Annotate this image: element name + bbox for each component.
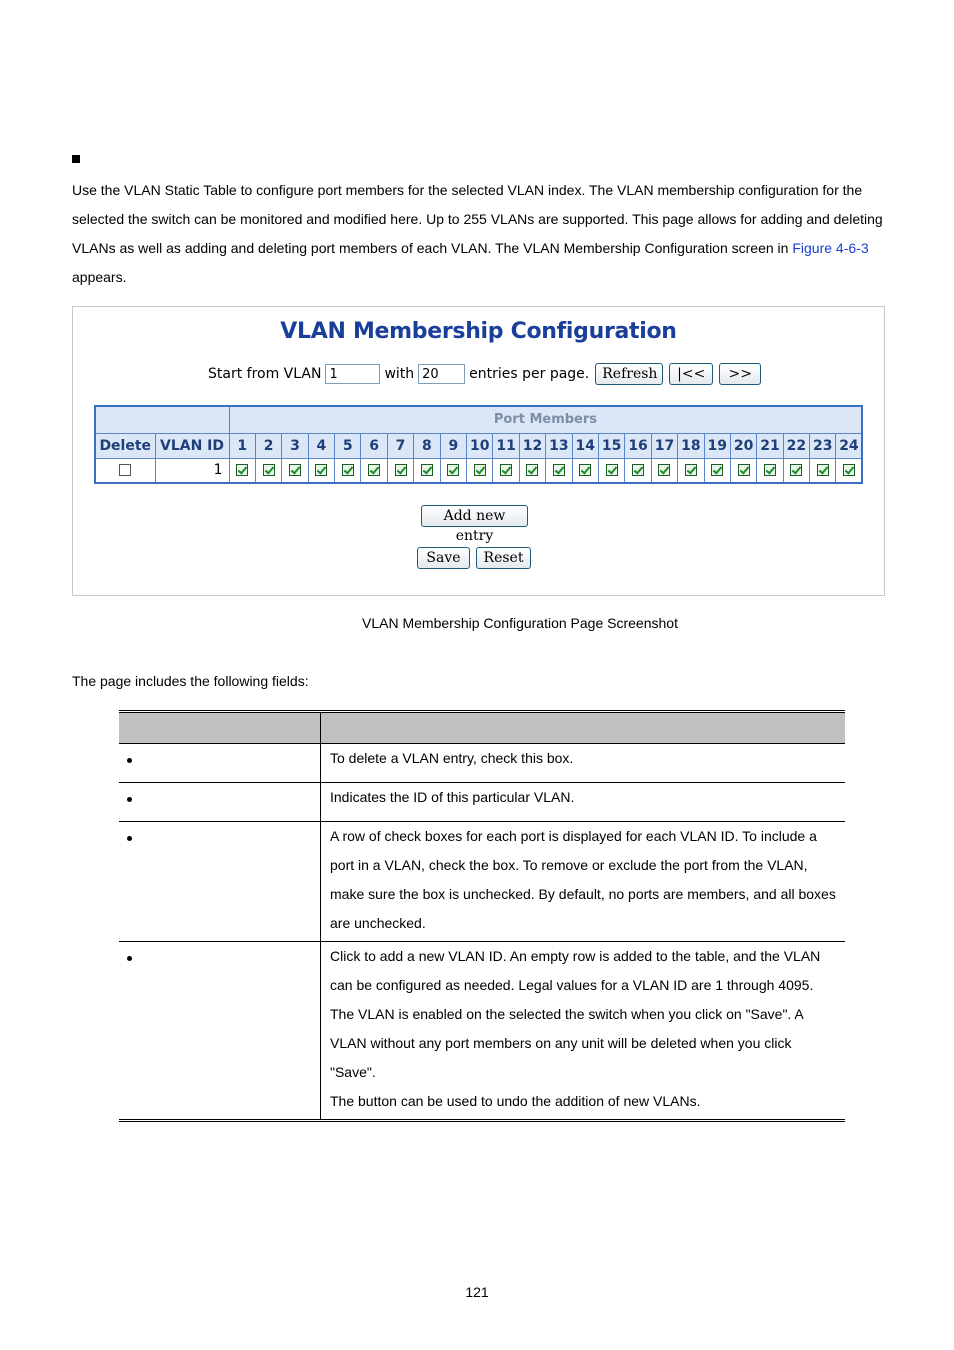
port-header-19: 19	[704, 433, 730, 458]
port-member-checkbox[interactable]	[579, 464, 591, 476]
port-member-checkbox[interactable]	[843, 464, 855, 476]
delete-cell	[95, 458, 155, 483]
figure-link[interactable]: Figure 4-6-3	[792, 240, 869, 256]
bullet-icon	[127, 797, 132, 802]
save-button[interactable]: Save	[417, 547, 470, 569]
paging-controls	[204, 362, 761, 386]
port-member-checkbox[interactable]	[289, 464, 301, 476]
port-header-10: 10	[467, 433, 493, 458]
port-header-6: 6	[361, 433, 387, 458]
table-row	[119, 744, 845, 783]
port-header-20: 20	[730, 433, 756, 458]
port-member-cell	[467, 458, 493, 483]
table-row	[95, 458, 862, 483]
port-member-cell	[598, 458, 624, 483]
delete-header: Delete	[95, 433, 155, 458]
port-member-cell	[255, 458, 281, 483]
fields-header-row	[119, 712, 845, 744]
port-header-18: 18	[678, 433, 704, 458]
port-header-11: 11	[493, 433, 519, 458]
port-member-cell	[730, 458, 756, 483]
with-label: with	[384, 366, 415, 382]
port-member-checkbox[interactable]	[263, 464, 275, 476]
port-member-cell	[678, 458, 704, 483]
fields-table	[119, 710, 845, 1122]
delete-checkbox[interactable]	[119, 464, 131, 476]
port-member-cell	[361, 458, 387, 483]
port-member-checkbox[interactable]	[606, 464, 618, 476]
screenshot-frame	[72, 306, 885, 596]
port-header-24: 24	[836, 433, 862, 458]
port-member-checkbox[interactable]	[790, 464, 802, 476]
port-header-9: 9	[440, 433, 466, 458]
reset-button[interactable]: Reset	[476, 547, 531, 569]
intro-text: Use the VLAN Static Table to configure port members for the selected VLAN index. The VLAN membership configuration for the selected the switch can be monitored and modified here. Up to 255 VLANs are supported. This page allows for adding and deleting VLANs as well as adding and deleting port members of each VLAN. The VLAN Membership Configuration screen in	[72, 182, 883, 256]
port-member-cell	[282, 458, 308, 483]
port-member-checkbox[interactable]	[658, 464, 670, 476]
port-member-cell	[546, 458, 572, 483]
port-header-12: 12	[519, 433, 545, 458]
port-member-cell	[783, 458, 809, 483]
port-member-cell	[335, 458, 361, 483]
port-header-21: 21	[757, 433, 783, 458]
entries-label: entries per page.	[469, 366, 590, 382]
port-member-cell	[387, 458, 413, 483]
figure-caption: VLAN Membership Configuration Page Screenshot	[362, 615, 678, 631]
field-description-cell	[321, 942, 846, 1121]
refresh-button[interactable]: Refresh	[595, 363, 663, 385]
port-member-checkbox[interactable]	[711, 464, 723, 476]
port-member-checkbox[interactable]	[632, 464, 644, 476]
header-spacer	[95, 406, 229, 433]
port-header-22: 22	[783, 433, 809, 458]
port-member-checkbox[interactable]	[447, 464, 459, 476]
next-page-button[interactable]: >>	[719, 363, 761, 385]
port-member-checkbox[interactable]	[421, 464, 433, 476]
bullet-icon	[127, 836, 132, 841]
port-member-cell	[440, 458, 466, 483]
port-member-cell	[757, 458, 783, 483]
port-header-16: 16	[625, 433, 651, 458]
port-member-cell	[493, 458, 519, 483]
port-member-checkbox[interactable]	[236, 464, 248, 476]
entries-per-page-input[interactable]	[418, 364, 465, 384]
port-member-cell	[308, 458, 334, 483]
field-description: Click to add a new VLAN ID. An empty row is added to the table, and the VLAN can be configured as needed. Legal values for a VLAN ID are 1 through 4095. The VLAN is enabled on the selected the switch when you click on "Save". A VLAN without any port members on any unit will be deleted when you click "Save".	[330, 948, 821, 1080]
start-label: Start from VLAN	[208, 366, 322, 382]
intro-text-end: appears.	[72, 269, 127, 285]
add-new-entry-button[interactable]: Add new entry	[421, 505, 528, 527]
port-member-checkbox[interactable]	[368, 464, 380, 476]
port-member-cell	[651, 458, 677, 483]
field-bullet-cell	[119, 783, 321, 822]
port-member-cell	[810, 458, 836, 483]
port-header-13: 13	[546, 433, 572, 458]
port-member-checkbox[interactable]	[474, 464, 486, 476]
table-row	[119, 822, 845, 942]
field-description: A row of check boxes for each port is displayed for each VLAN ID. To include a port in a VLAN, check the box. To remove or exclude the port from the VLAN, make sure the box is unchecked. By default, no ports are members, and all boxes are unchecked.	[321, 822, 846, 942]
field-description: Indicates the ID of this particular VLAN.	[321, 783, 846, 822]
bullet-icon	[127, 758, 132, 763]
config-title: VLAN Membership Configuration	[280, 319, 677, 344]
page-number: 121	[465, 1284, 489, 1300]
field-bullet-cell	[119, 744, 321, 783]
port-member-cell	[836, 458, 862, 483]
port-header-23: 23	[810, 433, 836, 458]
vlan-id-header: VLAN ID	[155, 433, 229, 458]
field-bullet-cell	[119, 822, 321, 942]
port-header-4: 4	[308, 433, 334, 458]
field-description-note: The button can be used to undo the addition of new VLANs.	[330, 1093, 701, 1109]
port-members-header: Port Members	[229, 406, 862, 433]
port-header-1: 1	[229, 433, 255, 458]
port-member-checkbox[interactable]	[342, 464, 354, 476]
field-bullet-cell	[119, 942, 321, 1121]
table-row	[119, 783, 845, 822]
port-member-cell	[229, 458, 255, 483]
bullet-icon	[127, 956, 132, 961]
fields-intro: The page includes the following fields:	[72, 673, 309, 689]
port-member-checkbox[interactable]	[738, 464, 750, 476]
port-member-checkbox[interactable]	[315, 464, 327, 476]
port-header-15: 15	[598, 433, 624, 458]
port-header-17: 17	[651, 433, 677, 458]
port-member-cell	[625, 458, 651, 483]
port-member-cell	[704, 458, 730, 483]
port-header-14: 14	[572, 433, 598, 458]
table-row	[119, 942, 845, 1121]
description-header	[321, 712, 846, 744]
port-member-cell	[414, 458, 440, 483]
vlan-id-cell: 1	[155, 458, 229, 483]
port-header-3: 3	[282, 433, 308, 458]
port-header-5: 5	[335, 433, 361, 458]
port-member-checkbox[interactable]	[685, 464, 697, 476]
port-member-checkbox[interactable]	[395, 464, 407, 476]
first-page-button[interactable]: |<<	[669, 363, 713, 385]
port-member-checkbox[interactable]	[764, 464, 776, 476]
section-bullet	[72, 155, 80, 163]
port-header-8: 8	[414, 433, 440, 458]
port-header-7: 7	[387, 433, 413, 458]
field-description: To delete a VLAN entry, check this box.	[321, 744, 846, 783]
intro-paragraph	[72, 176, 887, 292]
start-vlan-input[interactable]	[325, 364, 380, 384]
port-member-checkbox[interactable]	[553, 464, 565, 476]
object-header	[119, 712, 321, 744]
port-member-cell	[572, 458, 598, 483]
port-header-2: 2	[255, 433, 281, 458]
vlan-membership-table	[94, 405, 863, 484]
port-member-checkbox[interactable]	[526, 464, 538, 476]
port-member-cell	[519, 458, 545, 483]
port-member-checkbox[interactable]	[500, 464, 512, 476]
port-member-checkbox[interactable]	[817, 464, 829, 476]
